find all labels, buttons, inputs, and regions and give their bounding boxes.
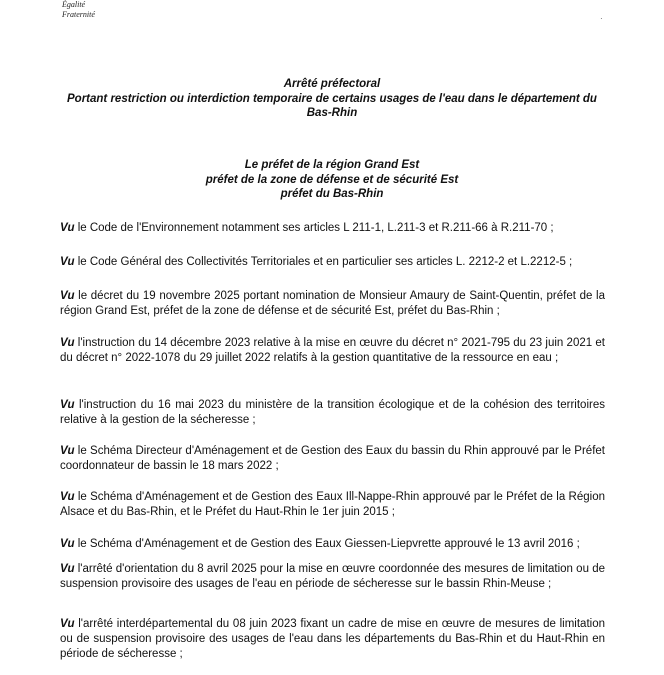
vu-label: Vu	[60, 445, 75, 457]
republic-motto	[62, 0, 95, 20]
consideration-text: le Schéma d'Aménagement et de Gestion des Eaux Ill-Nappe-Rhin approuvé par le Préfet de la Région Alsace et du Bas-Rhin, et le Préfet du Haut-Rhin le 1er juin 2015 ;	[60, 491, 605, 518]
consideration-3	[60, 289, 605, 319]
vu-label: Vu	[60, 538, 75, 550]
consideration-8	[60, 537, 605, 552]
consideration-text: l'arrêté interdépartemental du 08 juin 2023 fixant un cadre de mise en œuvre de mesures de limitation ou de suspension provisoire des usages de l'eau dans les départements du Bas-Rhin et du Haut-Rhin en période de sécheresse ;	[60, 618, 605, 660]
document-title	[60, 77, 604, 121]
vu-label: Vu	[60, 222, 75, 234]
authority-line-1: Le préfet de la région Grand Est	[244, 159, 420, 171]
vu-label: Vu	[60, 399, 75, 411]
authority-block	[60, 158, 604, 202]
consideration-2	[60, 255, 605, 270]
consideration-text: l'instruction du 14 décembre 2023 relative à la mise en œuvre du décret n° 2021-795 du 23 juin 2021 et du décret n° 2022-1078 du 29 juillet 2022 relatifs à la gestion quantitative de la ressource en eau ;	[60, 337, 605, 364]
vu-label: Vu	[60, 563, 75, 575]
consideration-10	[60, 617, 605, 662]
title-line-1: Arrêté préfectoral	[283, 78, 381, 90]
vu-label: Vu	[60, 290, 75, 302]
motto-fraternite: Fraternité	[62, 10, 95, 19]
consideration-text: le décret du 19 novembre 2025 portant nomination de Monsieur Amaury de Saint-Quentin, préfet de la région Grand Est, préfet de la zone de défense et de sécurité Est, préfet du Bas-Rhin ;	[60, 290, 605, 317]
consideration-5	[60, 398, 605, 428]
consideration-4	[60, 336, 605, 366]
consideration-text: le Schéma d'Aménagement et de Gestion des Eaux Giessen-Liepvrette approuvé le 13 avril 2016 ;	[74, 538, 580, 550]
consideration-text: le Code Général des Collectivités Territoriales et en particulier ses articles L. 2212-2 et L.2212-5 ;	[74, 256, 573, 268]
vu-label: Vu	[60, 256, 75, 268]
consideration-text: le Code de l'Environnement notamment ses articles L 211-1, L.211-3 et R.211-66 à R.211-70 ;	[74, 222, 554, 234]
vu-label: Vu	[60, 618, 75, 630]
consideration-9	[60, 562, 605, 592]
vu-label: Vu	[60, 337, 75, 349]
vu-label: Vu	[60, 491, 75, 503]
authority-line-3: préfet du Bas-Rhin	[280, 188, 384, 200]
title-line-2: Portant restriction ou interdiction temporaire de certains usages de l'eau dans le département du	[67, 92, 597, 105]
consideration-text: l'arrêté d'orientation du 8 avril 2025 pour la mise en œuvre coordonnée des mesures de limitation ou de suspension provisoire des usages de l'eau en période de sécheresse sur le bassin Rhin-Meuse ;	[60, 563, 605, 590]
corner-mark: ·	[600, 14, 603, 23]
authority-line-2: préfet de la zone de défense et de sécurité Est	[205, 173, 459, 186]
consideration-text: l'instruction du 16 mai 2023 du ministère de la transition écologique et de la cohésion des territoires relative à la gestion de la sécheresse ;	[60, 399, 605, 426]
consideration-text: le Schéma Directeur d'Aménagement et de Gestion des Eaux du bassin du Rhin approuvé par le Préfet coordonnateur de bassin le 18 mars 2022 ;	[60, 445, 605, 472]
consideration-6	[60, 444, 605, 474]
title-line-3: Bas-Rhin	[306, 107, 358, 119]
consideration-7	[60, 490, 605, 520]
consideration-1	[60, 221, 605, 236]
motto-egalite: Égalité	[62, 0, 86, 9]
